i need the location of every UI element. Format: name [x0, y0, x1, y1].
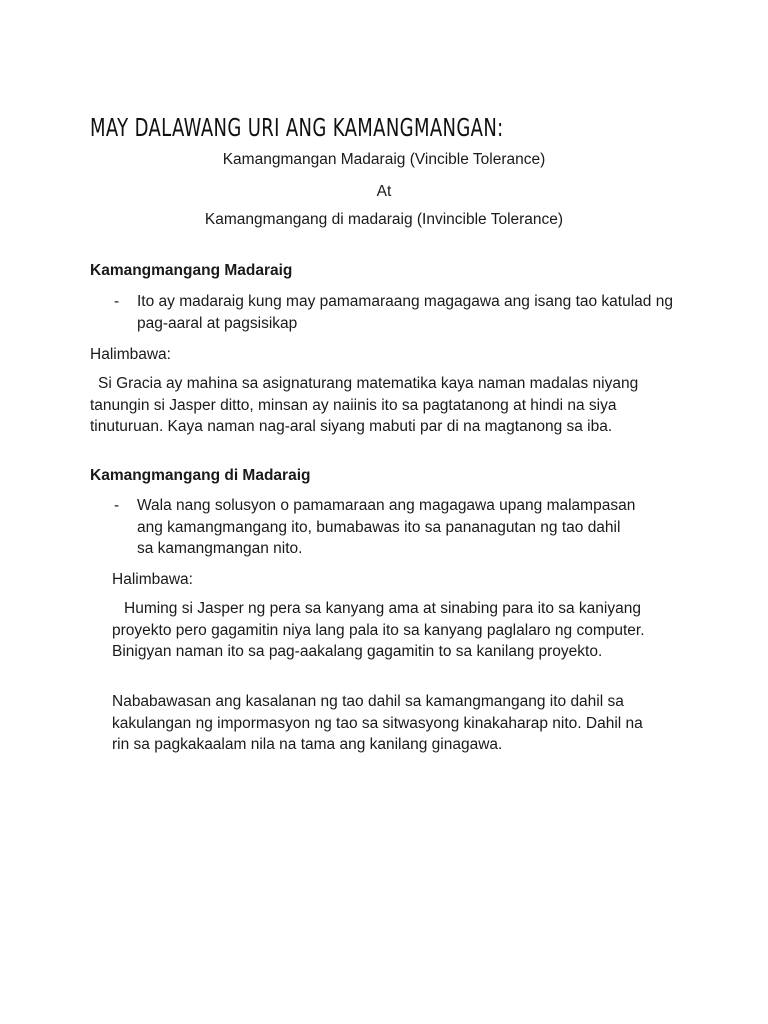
- subtitle-line-2: Kamangmangang di madaraig (Invincible Tolerance): [204, 211, 564, 228]
- section2-example-text: Huming si Jasper ng pera sa kanyang ama at sinabing para ito sa kaniyang proyekto pero gagamitin niya lang pala ito sa kanyang paglalaro ng computer. Binigyan naman ito sa pag-aakalang gagamitin to sa kanilang proyekto.: [112, 600, 645, 660]
- section1-bullet-marker: -: [114, 293, 120, 310]
- subtitle-line-1: Kamangmangan Madaraig (Vincible Tolerance): [222, 151, 546, 168]
- section1-example-label: Halimbawa:: [90, 346, 171, 363]
- section1-heading: Kamangmangang Madaraig: [90, 262, 293, 279]
- section2-example-label: Halimbawa:: [112, 571, 193, 588]
- page-title: MAY DALAWANG URI ANG KAMANGMANGAN:: [90, 113, 504, 142]
- section2-bullet-text: Wala nang solusyon o pamamaraan ang magagawa upang malampasan ang kamangmangang ito, bumabawas ito sa pananagutan ng tao dahil sa kamangmangan nito.: [137, 497, 636, 557]
- section1-example-text: Si Gracia ay mahina sa asignaturang matematika kaya naman madalas niyang tanungin si Jasper ditto, minsan ay naiinis ito sa pagtatanong at hindi na siya tinuturuan. Kaya naman nag-aral siyang mabuti par di na magtanong sa iba.: [90, 375, 639, 435]
- section1-bullet-text: Ito ay madaraig kung may pamamaraang magagawa ang isang tao katulad ng pag-aaral at pagsisikap: [137, 293, 673, 332]
- section2-heading: Kamangmangang di Madaraig: [90, 467, 311, 484]
- section2-bullet-marker: -: [114, 497, 120, 514]
- subtitle-connector: At: [376, 183, 392, 200]
- section2-closing-text: Nababawasan ang kasalanan ng tao dahil sa kamangmangang ito dahil sa kakulangan ng impormasyon ng tao sa sitwasyong kinakaharap nito. Dahil na rin sa pagkakaalam nila na tama ang kanilang ginagawa.: [112, 693, 643, 753]
